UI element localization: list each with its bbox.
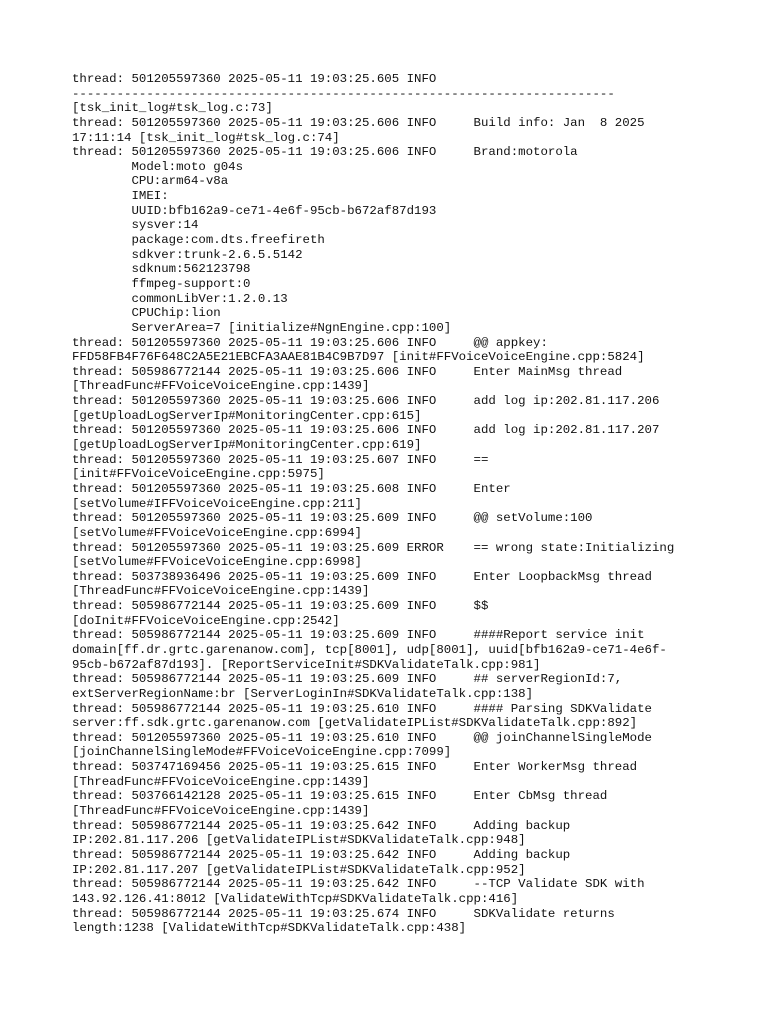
- log-line: IMEI:: [72, 189, 169, 204]
- log-line: [tsk_init_log#tsk_log.c:73]: [72, 101, 273, 116]
- log-line: IP:202.81.117.206 [getValidateIPList#SDKValidateTalk.cpp:948]: [72, 833, 526, 848]
- log-line: thread: 505986772144 2025-05-11 19:03:25.606 INFO Enter MainMsg thread: [72, 364, 623, 379]
- log-line: server:ff.sdk.grtc.garenanow.com [getValidateIPList#SDKValidateTalk.cpp:892]: [72, 716, 638, 731]
- log-line: [setVolume#IFFVoiceVoiceEngine.cpp:211]: [72, 496, 362, 511]
- log-line: length:1238 [ValidateWithTcp#SDKValidateTalk.cpp:438]: [72, 921, 467, 936]
- log-line: thread: 501205597360 2025-05-11 19:03:25.606 INFO @@ appkey:: [72, 335, 548, 350]
- log-line: extServerRegionName:br [ServerLoginIn#SDKValidateTalk.cpp:138]: [72, 686, 534, 701]
- log-line: CPUChip:lion: [72, 306, 221, 321]
- log-line: [getUploadLogServerIp#MonitoringCenter.cpp:615]: [72, 408, 422, 423]
- log-line: thread: 501205597360 2025-05-11 19:03:25.606 INFO add log ip:202.81.117.206: [72, 394, 660, 409]
- log-line: [ThreadFunc#FFVoiceVoiceEngine.cpp:1439]: [72, 379, 370, 394]
- log-line: UUID:bfb162a9-ce71-4e6f-95cb-b672af87d193: [72, 203, 437, 218]
- log-line: 143.92.126.41:8012 [ValidateWithTcp#SDKValidateTalk.cpp:416]: [72, 891, 519, 906]
- log-line: sysver:14: [72, 218, 199, 233]
- log-line: thread: 501205597360 2025-05-11 19:03:25.606 INFO Build info: Jan 8 2025: [72, 115, 645, 130]
- log-line: thread: 501205597360 2025-05-11 19:03:25.607 INFO ==: [72, 452, 489, 467]
- log-line: 17:11:14 [tsk_init_log#tsk_log.c:74]: [72, 130, 340, 145]
- log-line: [init#FFVoiceVoiceEngine.cpp:5975]: [72, 467, 325, 482]
- log-line: thread: 501205597360 2025-05-11 19:03:25.605 INFO: [72, 72, 437, 86]
- log-line: sdknum:562123798: [72, 262, 251, 277]
- log-document: [72, 72, 692, 936]
- log-line: thread: 505986772144 2025-05-11 19:03:25.674 INFO SDKValidate returns: [72, 906, 615, 921]
- log-line: domain[ff.dr.grtc.garenanow.com], tcp[8001], udp[8001], uuid[bfb162a9-ce71-4e6f-: [72, 642, 667, 657]
- log-line: IP:202.81.117.207 [getValidateIPList#SDKValidateTalk.cpp:952]: [72, 862, 526, 877]
- log-line: thread: 501205597360 2025-05-11 19:03:25.606 INFO add log ip:202.81.117.207: [72, 423, 660, 438]
- log-line: thread: 501205597360 2025-05-11 19:03:25.609 ERROR == wrong state:Initializing: [72, 540, 675, 555]
- log-line: -------------------------------------------------------------------------: [72, 86, 615, 101]
- log-line: thread: 505986772144 2025-05-11 19:03:25.642 INFO --TCP Validate SDK with: [72, 877, 645, 892]
- log-line: [ThreadFunc#FFVoiceVoiceEngine.cpp:1439]: [72, 774, 370, 789]
- log-line: thread: 501205597360 2025-05-11 19:03:25.608 INFO Enter: [72, 481, 511, 496]
- log-line: [setVolume#FFVoiceVoiceEngine.cpp:6998]: [72, 555, 362, 570]
- log-line: thread: 501205597360 2025-05-11 19:03:25.609 INFO @@ setVolume:100: [72, 511, 593, 526]
- log-line: ffmpeg-support:0: [72, 276, 251, 291]
- log-line: [getUploadLogServerIp#MonitoringCenter.cpp:619]: [72, 438, 422, 453]
- log-line: thread: 505986772144 2025-05-11 19:03:25.609 INFO ## serverRegionId:7,: [72, 672, 623, 687]
- log-line: [ThreadFunc#FFVoiceVoiceEngine.cpp:1439]: [72, 584, 370, 599]
- log-line: commonLibVer:1.2.0.13: [72, 291, 288, 306]
- log-line: thread: 503738936496 2025-05-11 19:03:25.609 INFO Enter LoopbackMsg thread: [72, 569, 652, 584]
- log-line: CPU:arm64-v8a: [72, 174, 229, 189]
- log-line: thread: 505986772144 2025-05-11 19:03:25.609 INFO $$: [72, 599, 489, 614]
- log-line: thread: 501205597360 2025-05-11 19:03:25.606 INFO Brand:motorola: [72, 145, 578, 160]
- log-text-block: [72, 72, 692, 936]
- log-line: 95cb-b672af87d193]. [ReportServiceInit#SDKValidateTalk.cpp:981]: [72, 657, 541, 672]
- log-line: thread: 501205597360 2025-05-11 19:03:25.610 INFO @@ joinChannelSingleMode: [72, 730, 652, 745]
- log-line: thread: 505986772144 2025-05-11 19:03:25.642 INFO Adding backup: [72, 818, 571, 833]
- log-line: Model:moto g04s: [72, 159, 244, 174]
- log-line: FFD58FB4F76F648C2A5E21EBCFA3AAE81B4C9B7D97 [init#FFVoiceVoiceEngine.cpp:5824]: [72, 350, 645, 365]
- log-line: [joinChannelSingleMode#FFVoiceVoiceEngine.cpp:7099]: [72, 745, 452, 760]
- log-line: ServerArea=7 [initialize#NgnEngine.cpp:100]: [72, 320, 452, 335]
- log-line: thread: 505986772144 2025-05-11 19:03:25.642 INFO Adding backup: [72, 847, 571, 862]
- log-line: [doInit#FFVoiceVoiceEngine.cpp:2542]: [72, 613, 340, 628]
- log-line: thread: 505986772144 2025-05-11 19:03:25.610 INFO #### Parsing SDKValidate: [72, 701, 652, 716]
- log-line: [setVolume#FFVoiceVoiceEngine.cpp:6994]: [72, 525, 362, 540]
- log-line: thread: 503766142128 2025-05-11 19:03:25.615 INFO Enter CbMsg thread: [72, 789, 608, 804]
- log-line: thread: 503747169456 2025-05-11 19:03:25.615 INFO Enter WorkerMsg thread: [72, 760, 638, 775]
- log-line: thread: 505986772144 2025-05-11 19:03:25.609 INFO ####Report service init: [72, 628, 645, 643]
- log-line: [ThreadFunc#FFVoiceVoiceEngine.cpp:1439]: [72, 804, 370, 819]
- log-line: package:com.dts.freefireth: [72, 233, 325, 248]
- log-line: sdkver:trunk-2.6.5.5142: [72, 247, 303, 262]
